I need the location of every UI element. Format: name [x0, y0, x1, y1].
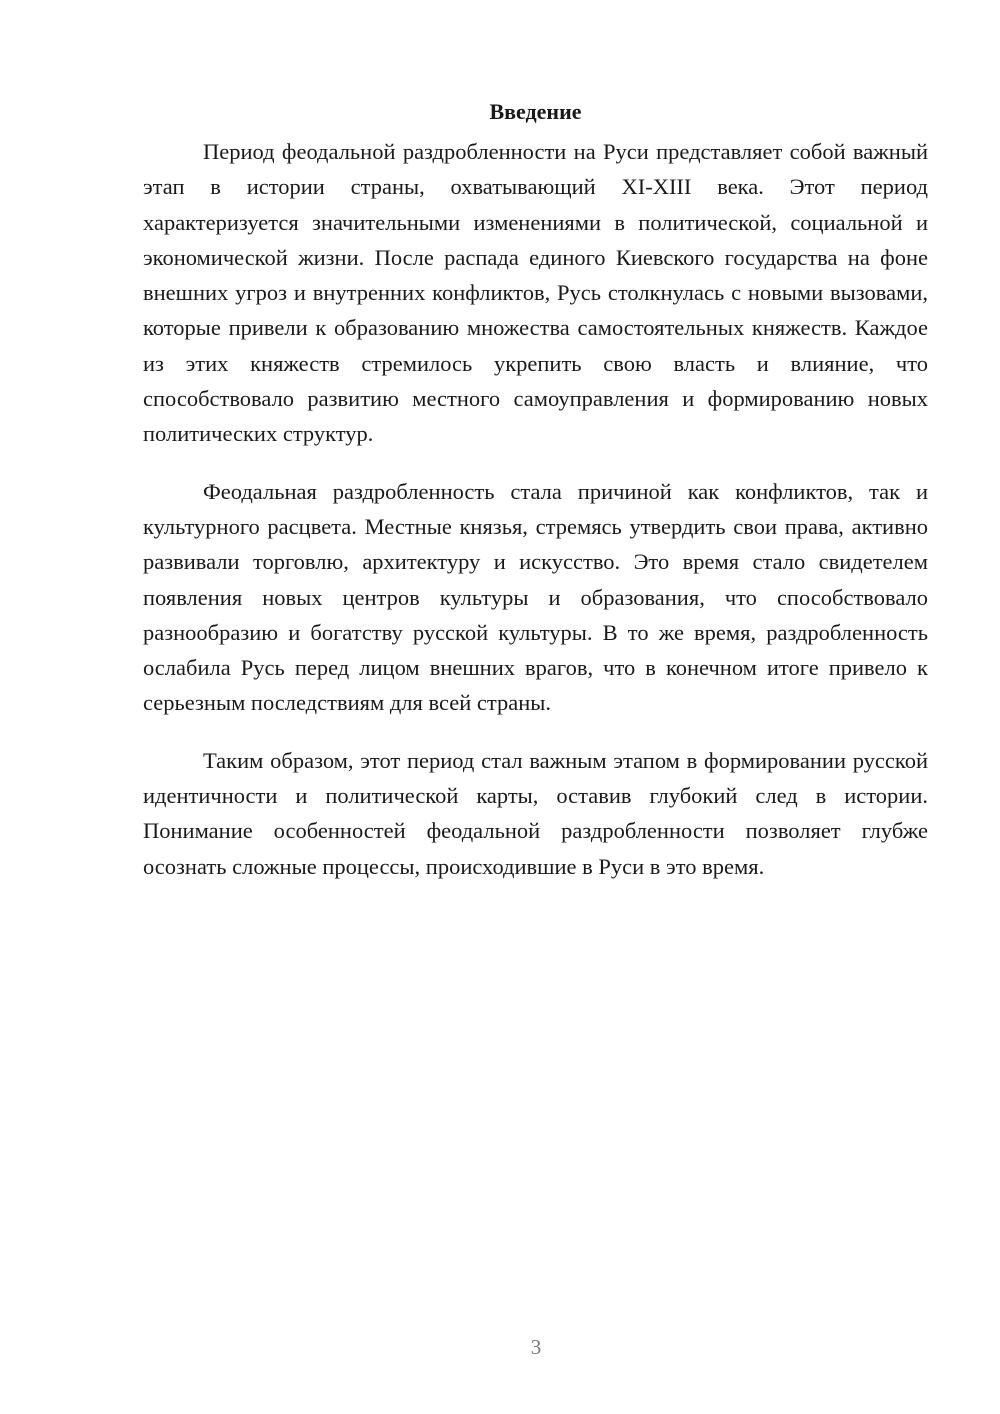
page-content — [143, 96, 928, 906]
section-heading: Введение — [489, 99, 582, 124]
paragraph-2: Феодальная раздробленность стала причиной как конфликтов, так и культурного расцвета. Местные князья, стремясь утвердить свои права, активно развивали торговлю, архитектуру и искусство. Это время стало свидетелем появления новых центров культуры и образования, что способствовало разнообразию и богатству русской культуры. В то же время, раздробленность ослабила Русь перед лицом внешних врагов, что в конечном итоге привело к серьезным последствиям для всей страны. — [143, 478, 928, 716]
page-number: 3 — [530, 1335, 542, 1359]
paragraph-1: Период феодальной раздробленности на Руси представляет собой важный этап в истории страны, охватывающий XI-XIII века. Этот период характеризуется значительными изменениями в политической, социальной и экономической жизни. После распада единого Киевского государства на фоне внешних угроз и внутренних конфликтов, Русь столкнулась с новыми вызовами, которые привели к образованию множества самостоятельных княжеств. Каждое из этих княжеств стремилось укрепить свою власть и влияние, что способствовало развитию местного самоуправления и формированию новых политических структур. — [143, 139, 928, 447]
paragraph-3: Таким образом, этот период стал важным этапом в формировании русской идентичности и политической карты, оставив глубокий след в истории. Понимание особенностей феодальной раздробленности позволяет глубже осознать сложные процессы, происходившие в Руси в это время. — [143, 747, 928, 879]
